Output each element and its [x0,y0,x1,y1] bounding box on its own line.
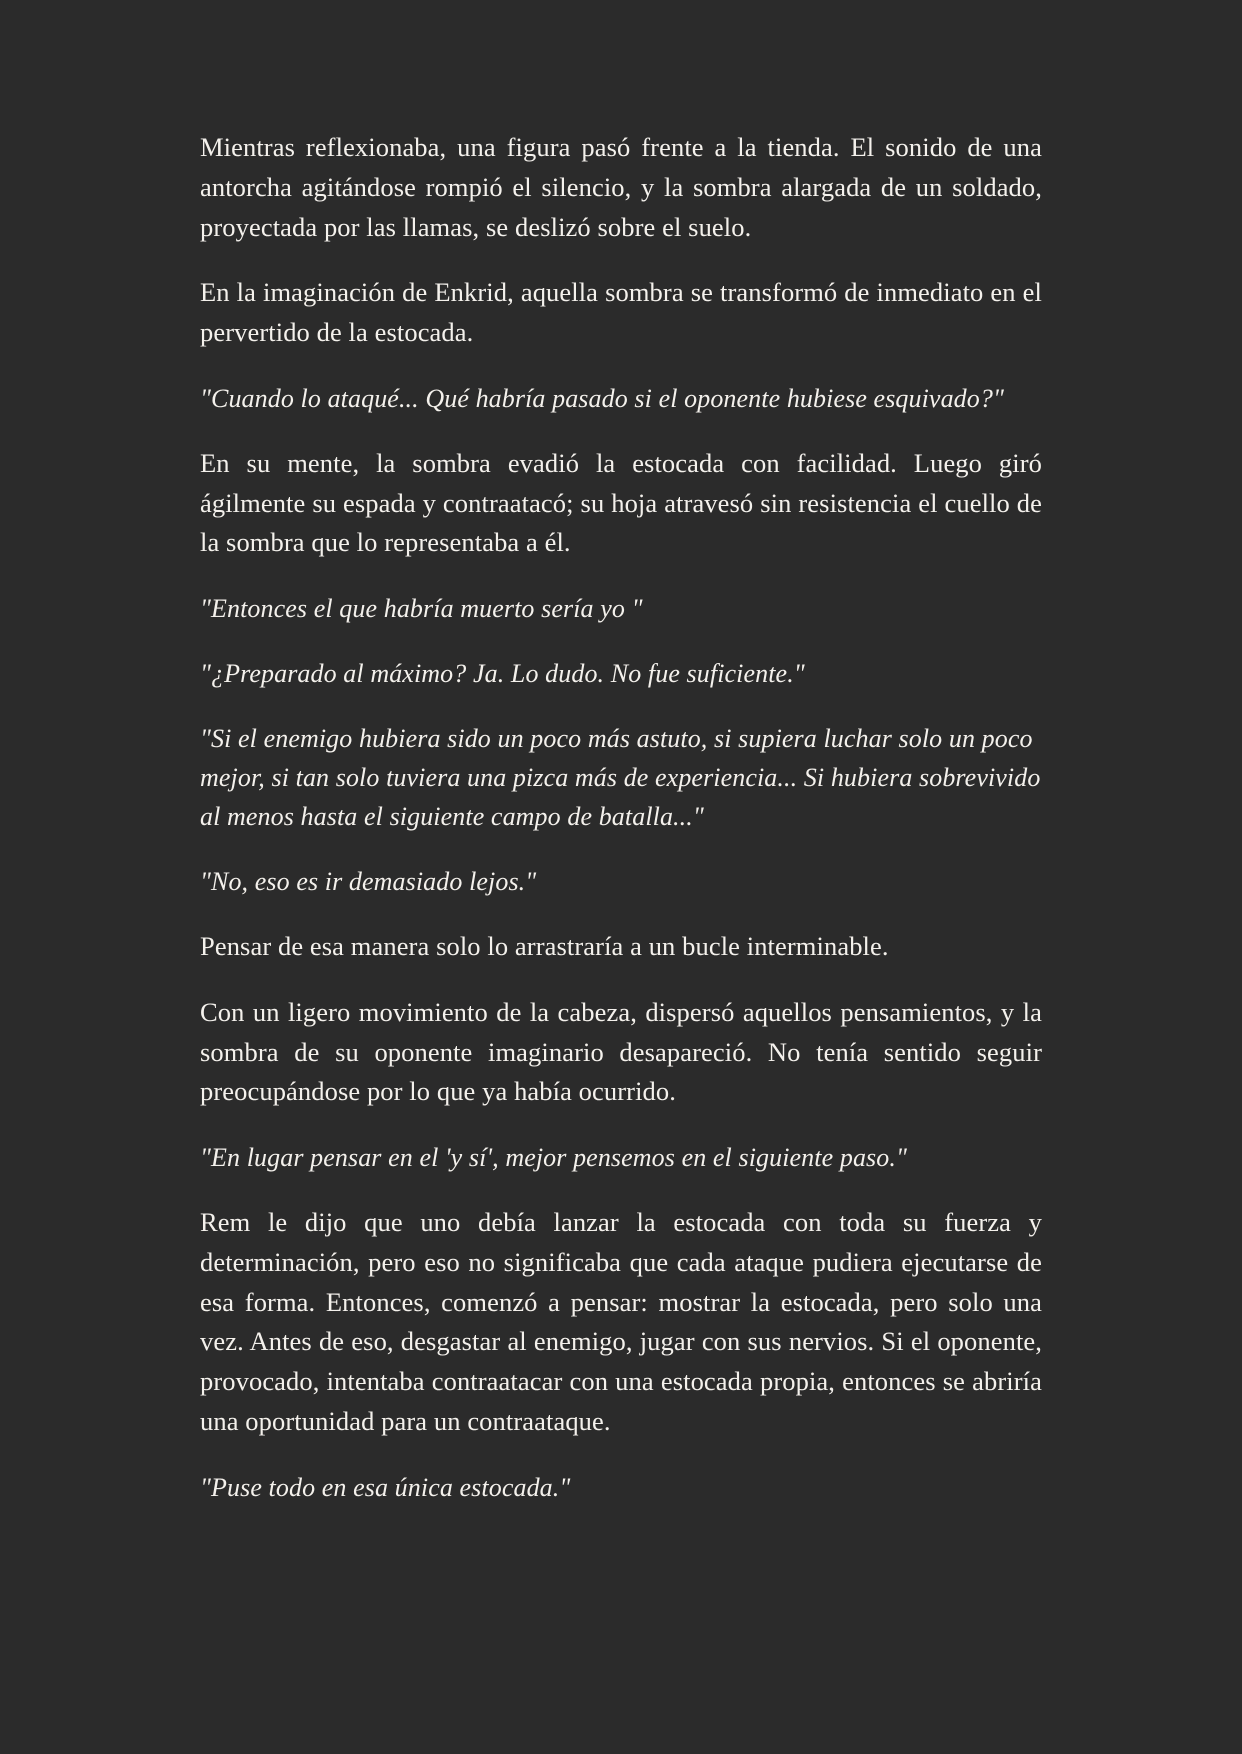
paragraph: Pensar de esa manera solo lo arrastraría a un bucle interminable. [200,931,889,961]
quote-paragraph: "Entonces el que habría muerto sería yo " [200,594,643,623]
paragraph: En su mente, la sombra evadió la estocada con facilidad. Luego giró ágilmente su espada y contraatacó; su hoja atravesó sin resistencia el cuello de la sombra que lo representaba a él. [200,447,1042,558]
document-body [200,128,1042,1507]
paragraph: Rem le dijo que uno debía lanzar la estocada con toda su fuerza y determinación, pero eso no significaba que cada ataque pudiera ejecutarse de esa forma. Entonces, comenzó a pensar: mostrar la estocada, pero solo una vez. Antes de eso, desgastar al enemigo, jugar con sus nervios. Si el oponente, provocado, intentaba contraatacar con una estocada propia, entonces se abriría una oportunidad para un contraataque. [200,1207,1042,1436]
quote-paragraph: "Puse todo en esa única estocada." [200,1472,571,1502]
quote-paragraph: "En lugar pensar en el 'y sí', mejor pensemos en el siguiente paso." [200,1143,907,1172]
paragraph: Con un ligero movimiento de la cabeza, dispersó aquellos pensamientos, y la sombra de su oponente imaginario desapareció. No tenía sentido seguir preocupándose por lo que ya había ocurrido. [200,996,1042,1107]
paragraph: Mientras reflexionaba, una figura pasó frente a la tienda. El sonido de una antorcha agitándose rompió el silencio, y la sombra alargada de un soldado, proyectada por las llamas, se deslizó sobre el suelo. [200,132,1042,242]
quote-paragraph: "Si el enemigo hubiera sido un poco más astuto, si supiera luchar solo un poco mejor, si tan solo tuviera una pizca más de experiencia... Si hubiera sobrevivido al menos hasta el siguiente campo de batalla..." [200,724,1041,831]
quote-paragraph: "¿Preparado al máximo? Ja. Lo dudo. No fue suficiente." [200,659,805,688]
quote-paragraph: "Cuando lo ataqué... Qué habría pasado si el oponente hubiese esquivado?" [200,383,1004,413]
paragraph: En la imaginación de Enkrid, aquella sombra se transformó de inmediato en el pervertido de la estocada. [200,277,1042,347]
quote-paragraph: "No, eso es ir demasiado lejos." [200,867,537,896]
